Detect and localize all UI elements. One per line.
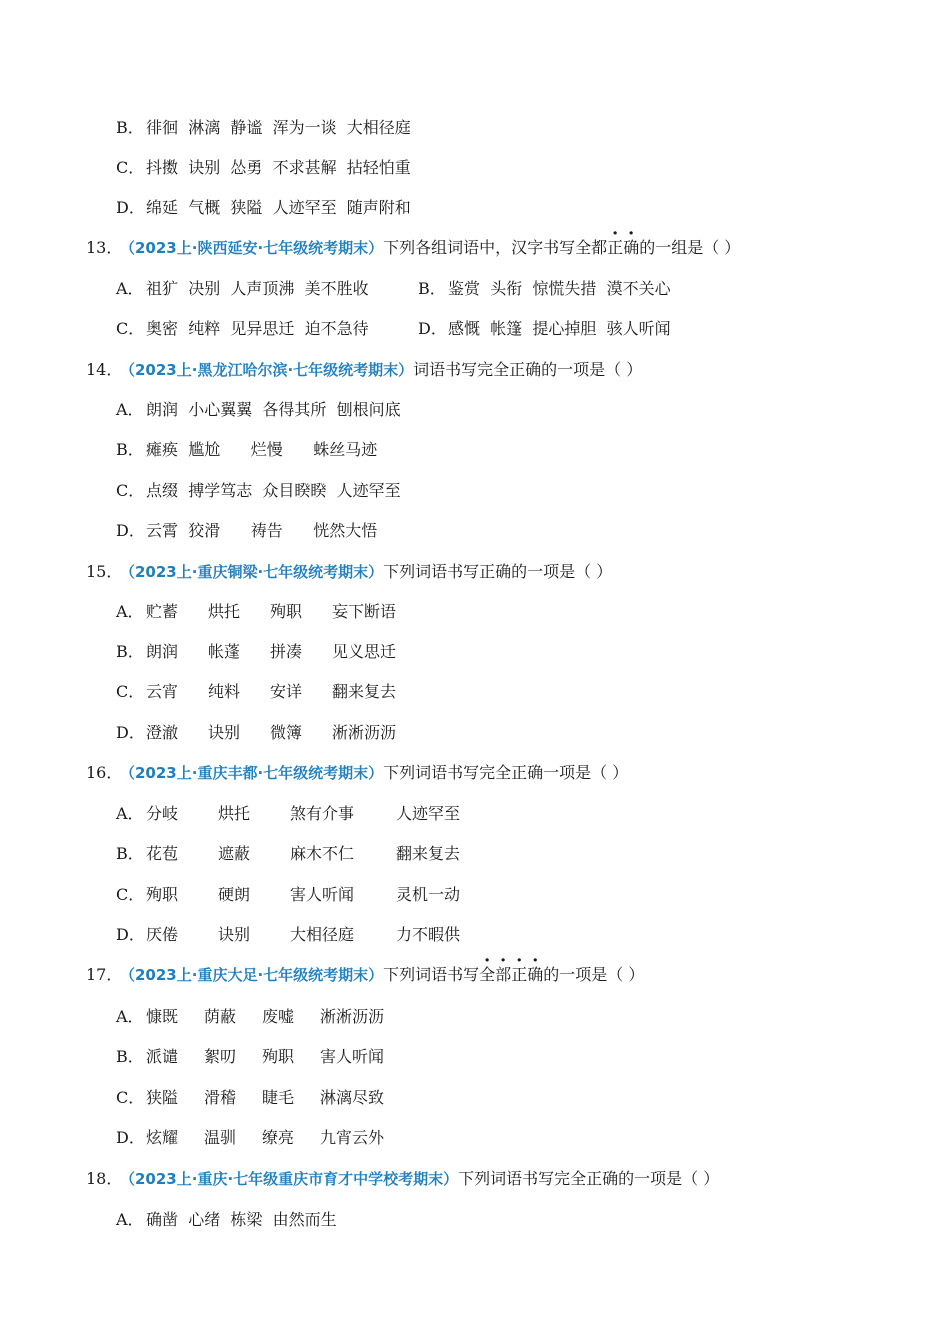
question-16: 16．（2023上·重庆丰都·七年级统考期末）下列词语书写完全正确一项是（ ） [86,763,629,782]
question-source: （2023上·黑龙江哈尔滨·七年级统考期末） [120,361,414,379]
option-14-A[interactable]: A． 朗润 小心翼翼 各得其所 刨根问底 [116,400,401,419]
question-18: 18．（2023上·重庆·七年级重庆市育才中学校考期末）下列词语书写完全正确的一项是（ ） [86,1169,720,1188]
question-17: 17．（2023上·重庆大足·七年级统考期末）下列词语书写全部正确的一项是（ ） [86,965,645,984]
emphasis-dot-char: 部 [495,965,512,984]
question-13: 13．（2023上·陕西延安·七年级统考期末）下列各组词语中，汉字书写全都正确的一组是（ ） [86,238,741,257]
option-row-13-CD [116,319,950,339]
option-17-B[interactable]: B． 派谴 絮叨 殉职 害人听闻 [116,1047,385,1066]
option-15-C[interactable]: C． 云宵 纯料 安详 翻来复去 [116,682,397,701]
emphasis-dot-char: 确 [623,238,640,257]
emphasis-dot-char: 正 [607,238,624,257]
question-source: （2023上·重庆大足·七年级统考期末） [120,966,384,984]
emphasis-dot-char: 正 [511,965,528,984]
option-14-C[interactable]: C． 点缀 搏学笃志 众目睽睽 人迹罕至 [116,481,401,500]
option-16-C[interactable]: C． 殉职 硬朗 害人听闻 灵机一动 [116,885,461,904]
option-14-B[interactable]: B． 瘫痪 尴尬 烂慢 蛛丝马迹 [116,440,378,459]
option-17-C[interactable]: C． 狭隘 滑稽 睫毛 淋漓尽致 [116,1088,385,1107]
emphasis-dot-char: 全 [479,965,496,984]
question-source: （2023上·重庆·七年级重庆市育才中学校考期末） [120,1170,459,1188]
option-16-A[interactable]: A． 分岐 烘托 煞有介事 人迹罕至 [116,804,461,823]
question-source: （2023上·重庆丰都·七年级统考期末） [120,764,384,782]
emphasis-dot-char: 确 [527,965,544,984]
option-16-B[interactable]: B． 花苞 遮蔽 麻木不仁 翻来复去 [116,844,461,863]
option-14-D[interactable]: D．云霄 狡滑 祷告 恍然大悟 [116,521,378,540]
option-13-A[interactable]: A． 祖犷 决别 人声顶沸 美不胜收 [116,279,369,298]
question-source: （2023上·陕西延安·七年级统考期末） [120,239,384,257]
option-17-A[interactable]: A． 慷既 荫蔽 废嘘 淅淅沥沥 [116,1007,385,1026]
option-12-B[interactable]: B． 徘徊 淋漓 静谧 浑为一谈 大相径庭 [116,118,411,137]
question-14: 14．（2023上·黑龙江哈尔滨·七年级统考期末）词语书写完全正确的一项是（ ） [86,360,643,379]
option-13-B[interactable]: B． 鉴赏 头衔 惊慌失措 漠不关心 [418,279,671,298]
option-15-B[interactable]: B． 朗润 帐蓬 拼凑 见义思迁 [116,642,397,661]
option-12-C[interactable]: C． 抖擞 诀别 怂勇 不求甚解 拈轻怕重 [116,158,411,177]
option-18-A[interactable]: A． 确凿 心绪 栋梁 由然而生 [116,1210,337,1229]
option-13-C[interactable]: C． 奥密 纯粹 见异思迁 迫不急待 [116,319,369,338]
option-15-D[interactable]: D．澄澈 诀别 微簿 淅淅沥沥 [116,723,397,742]
option-16-D[interactable]: D．厌倦 诀别 大相径庭 力不暇供 [116,925,461,944]
question-15: 15．（2023上·重庆铜梁·七年级统考期末）下列词语书写正确的一项是（ ） [86,562,613,581]
option-12-D[interactable]: D．绵延 气概 狭隘 人迹罕至 随声附和 [116,198,411,217]
option-15-A[interactable]: A． 贮蓄 烘托 殉职 妄下断语 [116,602,397,621]
option-17-D[interactable]: D．炫耀 温驯 缭亮 九宵云外 [116,1128,385,1147]
option-13-D[interactable]: D．感慨 帐篷 提心掉胆 骇人听闻 [418,319,671,338]
option-row-13-AB [116,279,950,299]
question-source: （2023上·重庆铜梁·七年级统考期末） [120,563,384,581]
